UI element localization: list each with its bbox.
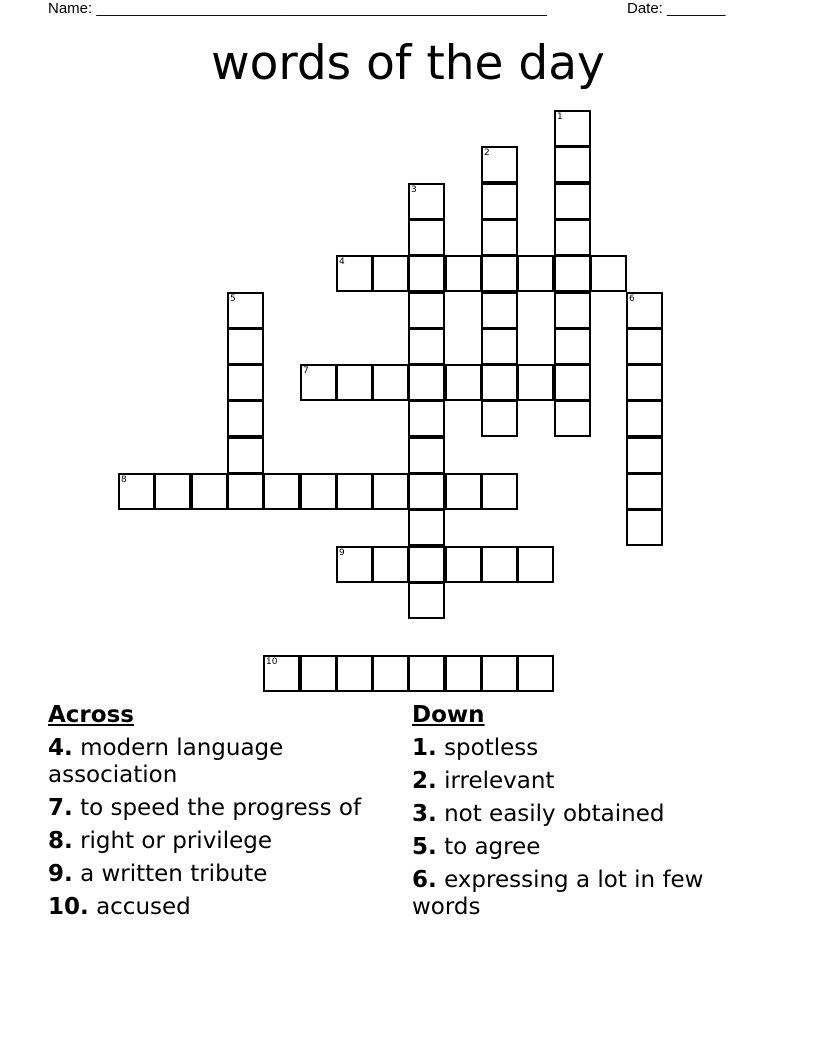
clue-number-label: 10 [266,657,278,667]
date-line: Date: _______ [627,0,726,17]
grid-cell[interactable] [372,546,409,583]
clue-text: spotless [444,735,539,761]
grid-cell[interactable] [118,473,155,510]
clue-text: right or privilege [80,828,272,854]
clue-number: 10. [48,894,89,920]
grid-cell[interactable] [263,655,300,692]
grid-cell[interactable] [481,546,518,583]
grid-cell[interactable] [481,146,518,183]
grid-cell[interactable] [481,219,518,256]
across-clue [48,795,378,822]
grid-cell[interactable] [300,655,337,692]
clue-text: a written tribute [80,861,268,887]
grid-cell[interactable] [626,509,663,546]
grid-cell[interactable] [408,437,445,474]
grid-cell[interactable] [408,219,445,256]
grid-cell[interactable] [154,473,191,510]
puzzle-title: words of the day [211,36,605,91]
grid-cell[interactable] [336,546,373,583]
grid-cell[interactable] [372,473,409,510]
clue-text: to speed the progress of [80,795,362,821]
clue-text: not easily obtained [444,801,665,827]
grid-cell[interactable] [554,328,591,365]
grid-cell[interactable] [626,328,663,365]
down-clue [412,834,752,861]
grid-cell[interactable] [408,328,445,365]
grid-cell[interactable] [408,546,445,583]
grid-cell[interactable] [481,292,518,329]
grid-cell[interactable] [227,292,264,329]
clue-number: 3. [412,801,437,827]
grid-cell[interactable] [227,473,264,510]
grid-cell[interactable] [445,655,482,692]
grid-cell[interactable] [554,110,591,147]
grid-cell[interactable] [626,400,663,437]
clue-text: expressing a lot in few words [412,867,704,920]
clue-number: 9. [48,861,73,887]
across-clues [48,702,378,927]
grid-cell[interactable] [481,328,518,365]
down-clue [412,867,752,921]
across-clue [48,828,378,855]
grid-cell[interactable] [408,292,445,329]
grid-cell[interactable] [408,183,445,220]
grid-cell[interactable] [445,473,482,510]
grid-cell[interactable] [554,364,591,401]
clue-number-label: 7 [303,366,309,376]
grid-cell[interactable] [408,473,445,510]
down-clues [412,702,752,927]
grid-cell[interactable] [263,473,300,510]
clue-number: 8. [48,828,73,854]
clue-number: 5. [412,834,437,860]
across-clue [48,735,378,789]
grid-cell[interactable] [408,400,445,437]
grid-cell[interactable] [554,400,591,437]
grid-cell[interactable] [445,546,482,583]
clue-number: 1. [412,735,437,761]
grid-cell[interactable] [481,473,518,510]
clue-text: accused [96,894,191,920]
grid-cell[interactable] [336,364,373,401]
grid-cell[interactable] [372,255,409,292]
grid-cell[interactable] [408,364,445,401]
clue-number: 6. [412,867,437,893]
grid-cell[interactable] [481,400,518,437]
grid-cell[interactable] [227,364,264,401]
clue-number-label: 6 [629,294,635,304]
down-clue [412,735,752,762]
clue-text: modern language association [48,735,284,788]
grid-cell[interactable] [626,473,663,510]
down-clue [412,768,752,795]
grid-cell[interactable] [336,655,373,692]
grid-cell[interactable] [554,183,591,220]
grid-cell[interactable] [626,364,663,401]
grid-cell[interactable] [372,364,409,401]
clue-number: 4. [48,735,73,761]
clue-text: to agree [444,834,541,860]
grid-cell[interactable] [408,509,445,546]
grid-cell[interactable] [626,437,663,474]
down-clue [412,801,752,828]
grid-cell[interactable] [554,255,591,292]
grid-cell[interactable] [590,255,627,292]
across-clue [48,894,378,921]
name-line: Name: ______________________________________________________ [48,0,547,17]
grid-cell[interactable] [336,255,373,292]
down-heading: Down [412,702,485,728]
grid-cell[interactable] [517,546,554,583]
clue-number-label: 5 [230,294,236,304]
grid-cell[interactable] [481,364,518,401]
grid-cell[interactable] [445,364,482,401]
clue-number-label: 1 [557,112,563,122]
grid-cell[interactable] [626,292,663,329]
grid-cell[interactable] [408,655,445,692]
grid-cell[interactable] [554,146,591,183]
grid-cell[interactable] [517,255,554,292]
grid-cell[interactable] [408,255,445,292]
clue-number-label: 4 [339,257,345,267]
grid-cell[interactable] [227,437,264,474]
grid-cell[interactable] [445,255,482,292]
grid-cell[interactable] [481,655,518,692]
grid-cell[interactable] [408,582,445,619]
grid-cell[interactable] [517,364,554,401]
grid-cell[interactable] [191,473,228,510]
clue-number-label: 2 [484,148,490,158]
across-clue [48,861,378,888]
grid-cell[interactable] [300,473,337,510]
grid-cell[interactable] [554,292,591,329]
clue-number: 2. [412,768,437,794]
grid-cell[interactable] [227,400,264,437]
grid-cell[interactable] [372,655,409,692]
clue-number-label: 3 [411,185,417,195]
grid-cell[interactable] [300,364,337,401]
grid-cell[interactable] [481,255,518,292]
clue-number: 7. [48,795,73,821]
clue-text: irrelevant [444,768,555,794]
grid-cell[interactable] [554,219,591,256]
grid-cell[interactable] [336,473,373,510]
clue-number-label: 8 [121,475,127,485]
grid-cell[interactable] [517,655,554,692]
grid-cell[interactable] [227,328,264,365]
across-heading: Across [48,702,134,728]
clue-number-label: 9 [339,548,345,558]
grid-cell[interactable] [481,183,518,220]
